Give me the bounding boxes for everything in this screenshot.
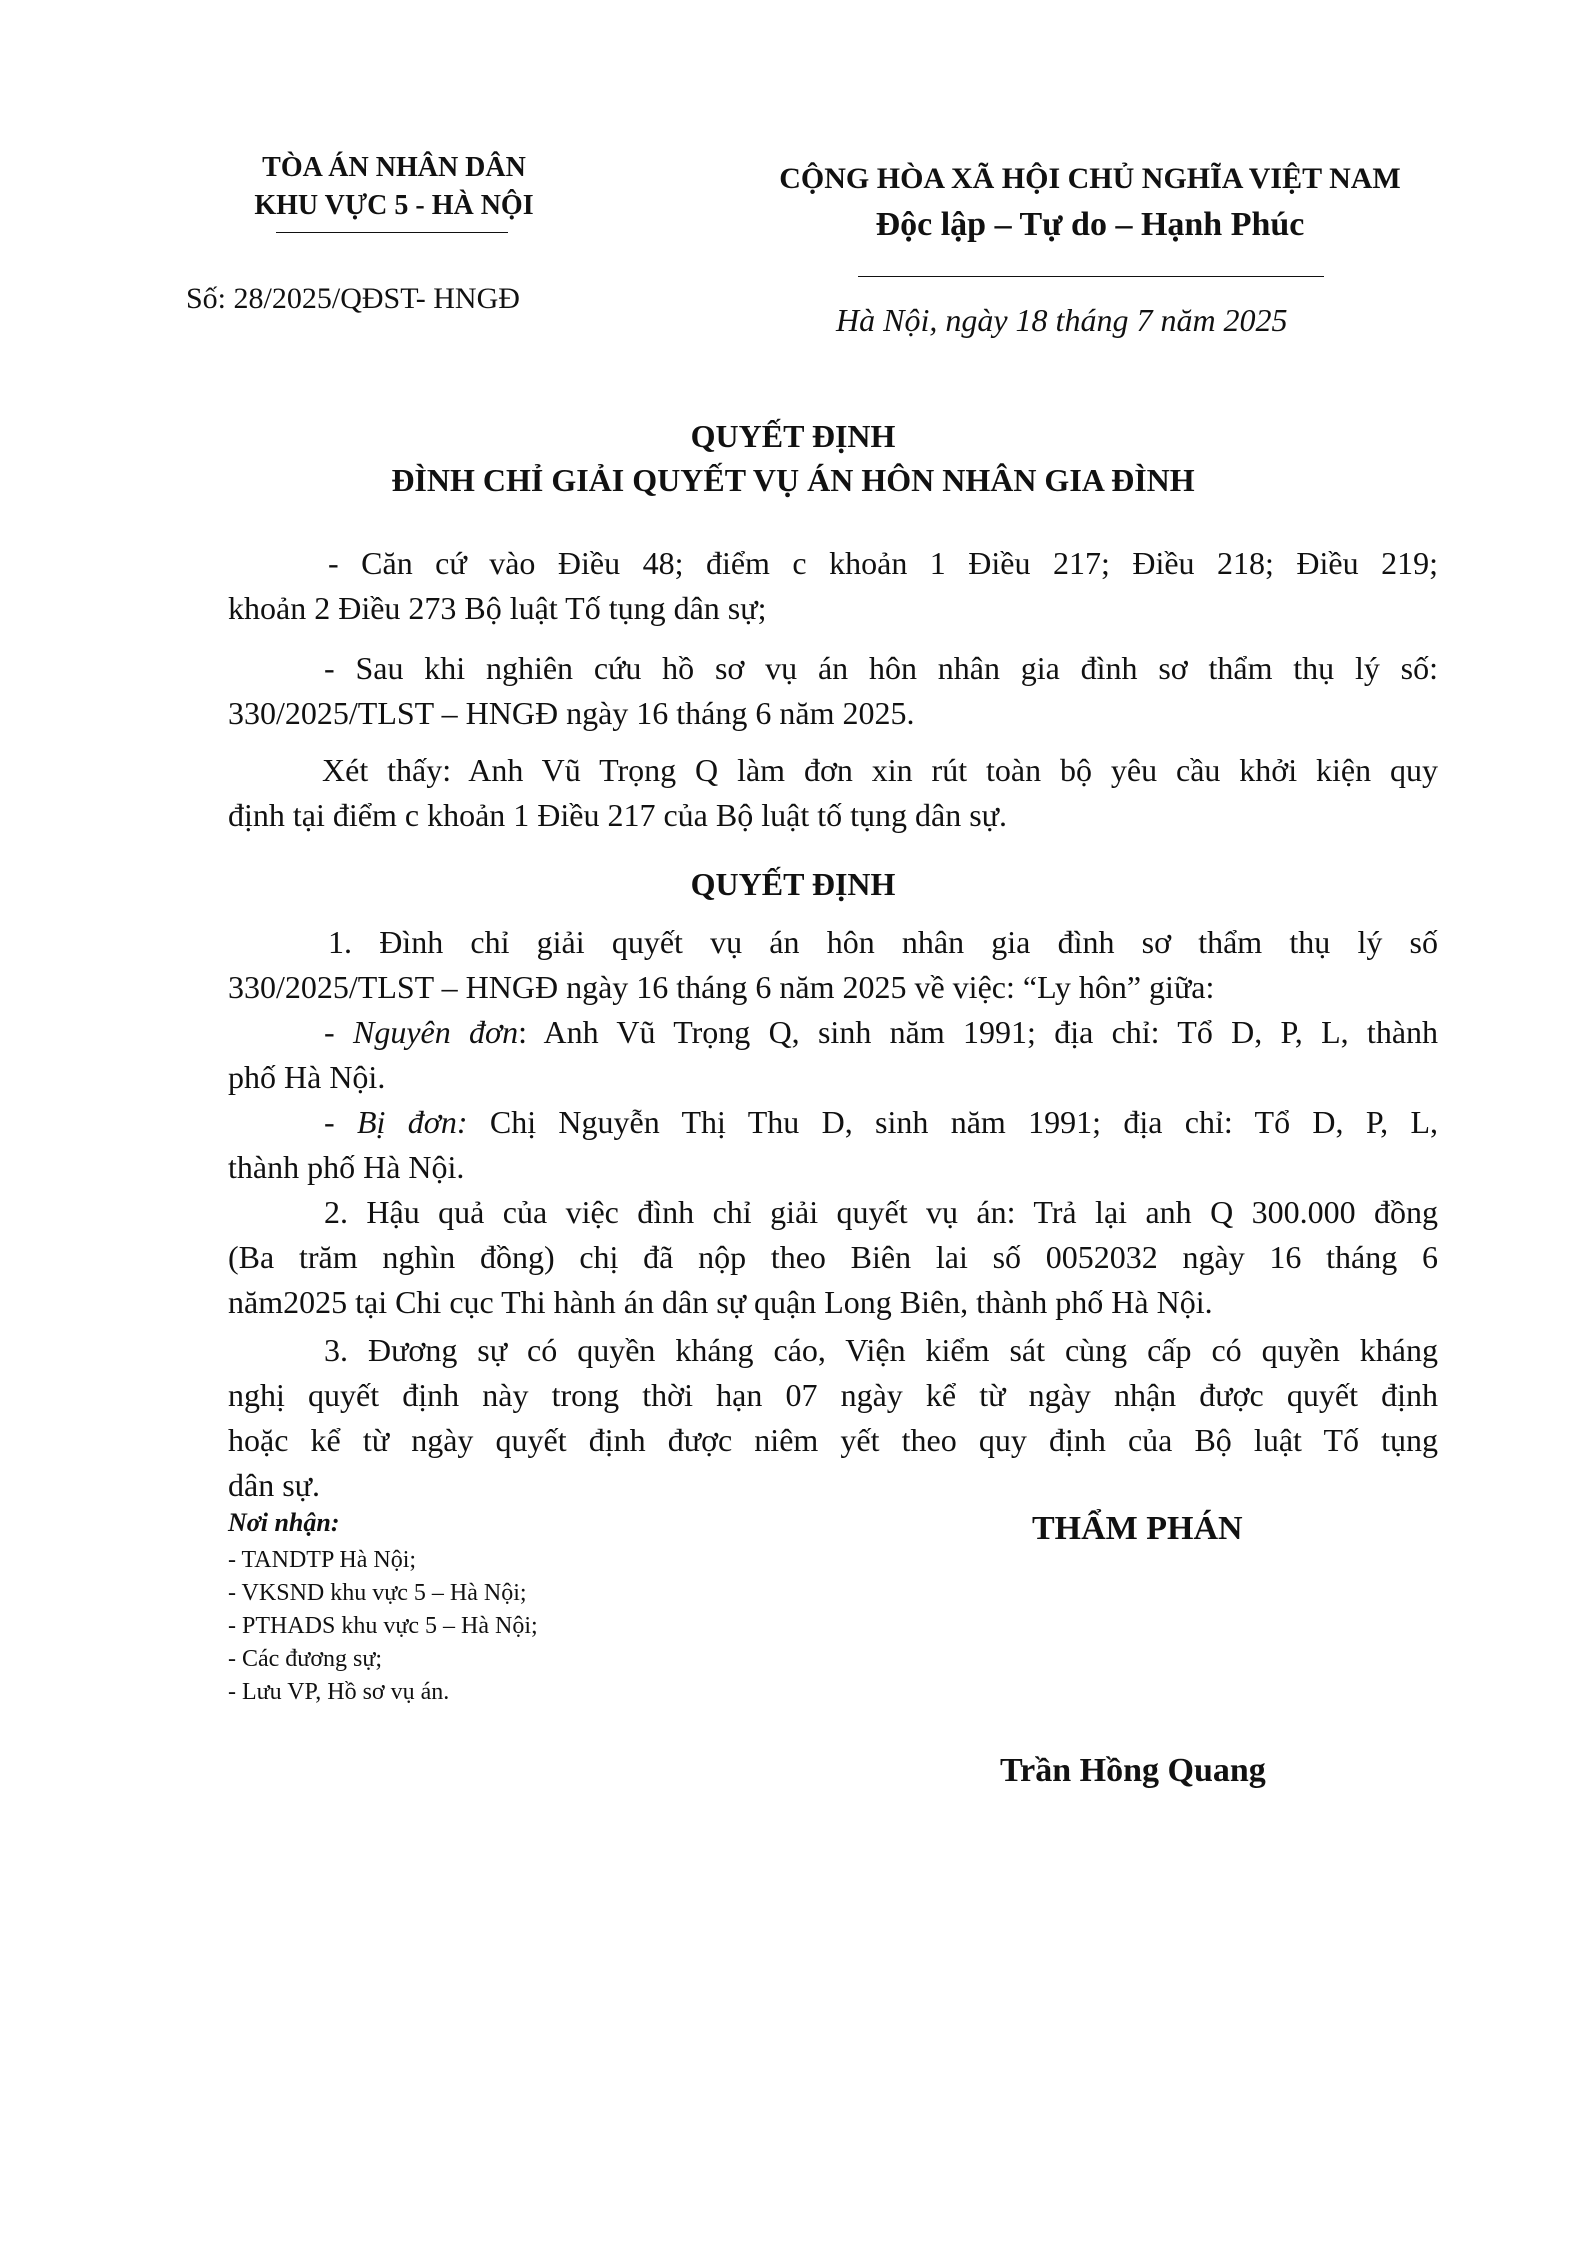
legal-basis-line1: - Căn cứ vào Điều 48; điểm c khoản 1 Điều 217; Điều 218; Điều 219; [328,545,1438,581]
nation-motto: Độc lập – Tự do – Hạnh Phúc [875,206,1305,243]
plaintiff-line2: phố Hà Nội. [228,1059,386,1095]
recipient-item: - Các đương sự; [228,1646,383,1672]
court-name-line1: TÒA ÁN NHÂN DÂN [262,152,526,183]
decision-number: Số: 28/2025/QĐST- HNGĐ [186,282,520,315]
nation-motto-underline [858,276,1324,277]
decision-item-2-line1: 2. Hậu quả của việc đình chỉ giải quyết vụ án: Trả lại anh Q 300.000 đồng [324,1194,1438,1230]
plaintiff-details: : Anh Vũ Trọng Q, sinh năm 1991; địa chỉ: Tổ D, P, L, thành [518,1014,1439,1050]
decision-item-1 [228,920,1438,1010]
recipient-item: - Lưu VP, Hồ sơ vụ án. [228,1679,450,1705]
case-review-line2: 330/2025/TLST – HNGĐ ngày 16 tháng 6 năm 2025. [228,695,915,731]
judge-title: THẨM PHÁN [1032,1510,1243,1547]
decision-item-2-line2: (Ba trăm nghìn đồng) chị đã nộp theo Biên lai số 0052032 ngày 16 tháng 6 [228,1239,1438,1275]
defendant-line2: thành phố Hà Nội. [228,1149,465,1185]
defendant-paragraph [228,1100,1438,1190]
plaintiff-line1: - Nguyên đơn: Anh Vũ Trọng Q, sinh năm 1991; địa chỉ: Tổ D, P, L, thành [324,1014,1439,1050]
document-title: QUYẾT ĐỊNH [690,418,896,454]
issue-date: Hà Nội, ngày 18 tháng 7 năm 2025 [836,302,1288,338]
decision-item-3-line4: dân sự. [228,1467,320,1503]
plaintiff-paragraph [228,1010,1438,1100]
decision-item-1-line2: 330/2025/TLST – HNGĐ ngày 16 tháng 6 năm 2025 về việc: “Ly hôn” giữa: [228,969,1215,1005]
recipient-item: - TANDTP Hà Nội; [228,1547,417,1573]
legal-basis-line2: khoản 2 Điều 273 Bộ luật Tố tụng dân sự; [228,590,767,626]
case-review-line1: - Sau khi nghiên cứu hồ sơ vụ án hôn nhân gia đình sơ thẩm thụ lý số: [324,650,1438,686]
judge-name: Trần Hồng Quang [1000,1752,1266,1789]
court-name-line2: KHU VỰC 5 - HÀ NỘI [254,190,534,221]
decision-item-3-line1: 3. Đương sự có quyền kháng cáo, Viện kiểm sát cùng cấp có quyền kháng [324,1332,1438,1368]
plaintiff-label: Nguyên đơn [352,1014,519,1050]
consideration-line2: định tại điểm c khoản 1 Điều 217 của Bộ luật tố tụng dân sự. [228,797,1007,833]
consideration-paragraph [228,748,1438,838]
case-review-paragraph [228,646,1438,736]
legal-basis-paragraph [228,541,1438,631]
court-name-underline [276,232,508,233]
recipients-heading: Nơi nhận: [228,1508,340,1537]
nation-name: CỘNG HÒA XÃ HỘI CHỦ NGHĨA VIỆT NAM [779,162,1401,195]
recipient-item: - PTHADS khu vực 5 – Hà Nội; [228,1613,538,1639]
recipient-item: - VKSND khu vực 5 – Hà Nội; [228,1580,527,1606]
consideration-line1: Xét thấy: Anh Vũ Trọng Q làm đơn xin rút toàn bộ yêu cầu khởi kiện quy [322,752,1438,788]
decision-item-1-line1: 1. Đình chỉ giải quyết vụ án hôn nhân gia đình sơ thẩm thụ lý số [328,924,1438,960]
defendant-label: Bị đơn: [357,1104,468,1140]
decision-item-2-line3: năm2025 tại Chi cục Thi hành án dân sự quận Long Biên, thành phố Hà Nội. [228,1284,1213,1320]
document-subtitle: ĐÌNH CHỈ GIẢI QUYẾT VỤ ÁN HÔN NHÂN GIA ĐÌNH [391,462,1195,498]
decision-item-3 [228,1328,1438,1508]
decision-item-3-line3: hoặc kể từ ngày quyết định được niêm yết theo quy định của Bộ luật Tố tụng [228,1422,1438,1458]
recipients-list [228,1544,538,1709]
decision-item-3-line2: nghị quyết định này trong thời hạn 07 ngày kể từ ngày nhận được quyết định [228,1377,1438,1413]
defendant-line1: - Bị đơn: Chị Nguyễn Thị Thu D, sinh năm 1991; địa chỉ: Tổ D, P, L, [324,1104,1439,1140]
defendant-details: Chị Nguyễn Thị Thu D, sinh năm 1991; địa chỉ: Tổ D, P, L, [467,1104,1439,1140]
decision-item-2 [228,1190,1438,1325]
decision-heading: QUYẾT ĐỊNH [690,866,896,902]
